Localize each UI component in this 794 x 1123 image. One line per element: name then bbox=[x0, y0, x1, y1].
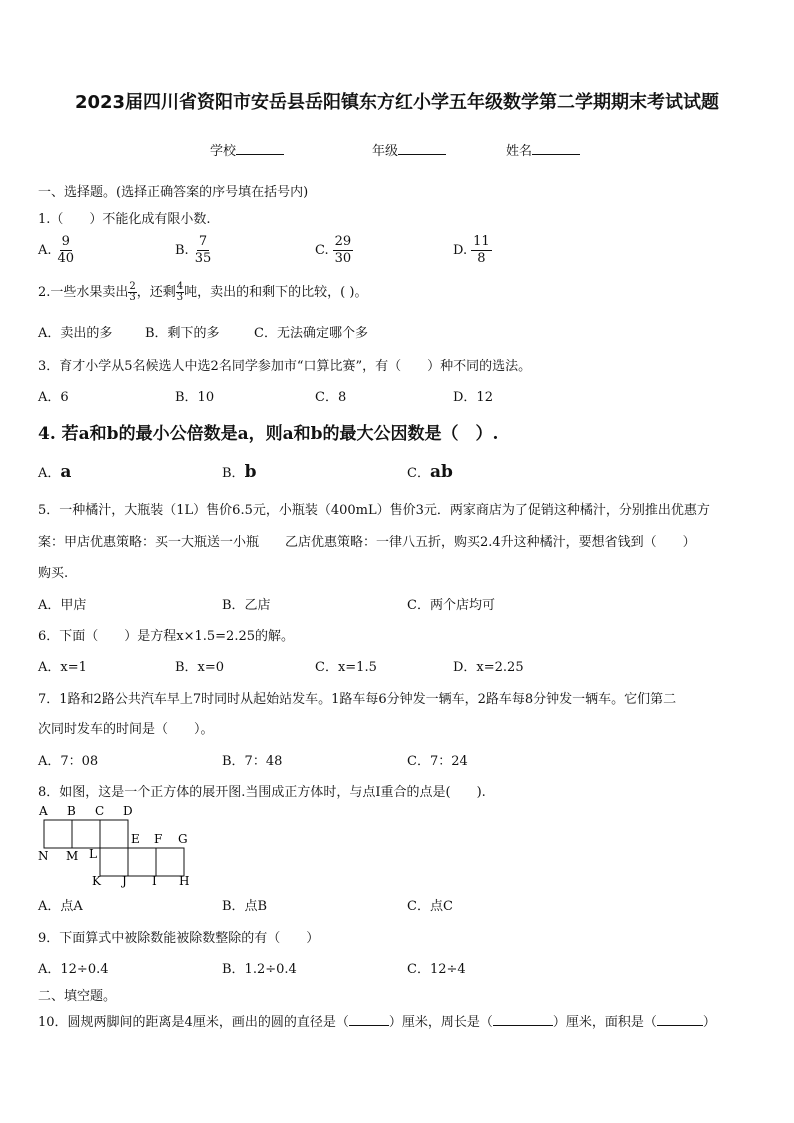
q9-option-a: A．12÷0.4 bbox=[38, 962, 109, 977]
q8-option-c: C．点C bbox=[407, 899, 453, 914]
question-2: 2.一些水果卖出 $\frac{2}{3}$ ，还剩 $\frac{4}{3}$ 吨，卖出的和剩下的比较，( )。 bbox=[38, 281, 368, 303]
q9-option-c: C．12÷4 bbox=[407, 962, 466, 977]
name-field bbox=[506, 140, 580, 159]
page-title: 2023届四川省资阳市安岳县岳阳镇东方红小学五年级数学第二学期期末考试试题 bbox=[74, 92, 720, 113]
net-square-3 bbox=[100, 820, 128, 848]
q5-option-b: B．乙店 bbox=[222, 598, 271, 613]
section-1-heading: 一、选择题。(选择正确答案的序号填在括号内) bbox=[38, 185, 309, 200]
q1-option-d: D. $\frac{11}{8}$ bbox=[453, 234, 490, 266]
q1-option-c: C. $\frac{29}{30}$ bbox=[315, 234, 352, 266]
q4-option-a: A．a bbox=[38, 462, 72, 482]
question-3: 3．育才小学从5名候选人中选2名同学参加市“口算比赛”，有（ ）种不同的选法。 bbox=[38, 359, 532, 374]
q7-option-c: C．7：24 bbox=[407, 754, 468, 769]
question-5-line-1: 5．一种橘汁，大瓶装（1L）售价6.5元，小瓶装（400mL）售价3元．两家商店为了促销这种橘汁，分别推出优惠方 bbox=[38, 503, 710, 518]
q1-option-b: B. $\frac{7}{35}$ bbox=[175, 234, 212, 266]
question-4: 4. 若a和b的最小公倍数是a，则a和b的最大公因数是（ ）. bbox=[38, 424, 499, 444]
question-5-line-3: 购买. bbox=[38, 566, 69, 581]
q4-option-c: C．ab bbox=[407, 462, 453, 482]
net-square-1 bbox=[44, 820, 72, 848]
cube-net-squares bbox=[44, 820, 184, 876]
net-label-c: C bbox=[95, 804, 105, 818]
q3-option-a: A．6 bbox=[38, 390, 69, 405]
question-9: 9．下面算式中被除数能被除数整除的有（ ） bbox=[38, 931, 320, 946]
grade-field bbox=[372, 140, 446, 159]
q5-option-a: A．甲店 bbox=[38, 598, 87, 613]
q3-option-c: C．8 bbox=[315, 390, 347, 405]
net-label-d: D bbox=[123, 804, 133, 818]
net-label-n: N bbox=[38, 849, 49, 863]
q8-option-b: B．点B bbox=[222, 899, 268, 914]
net-square-2 bbox=[72, 820, 100, 848]
q2-option-b: B．剩下的多 bbox=[145, 326, 220, 341]
q6-option-d: D．x=2.25 bbox=[453, 660, 524, 675]
cube-net-diagram bbox=[36, 802, 196, 888]
q1-option-a: A. $\frac{9}{40}$ bbox=[38, 234, 75, 266]
net-label-g: G bbox=[178, 832, 188, 846]
q6-option-b: B．x=0 bbox=[175, 660, 225, 675]
net-label-k: K bbox=[92, 874, 101, 888]
net-label-f: F bbox=[154, 832, 163, 846]
q2-option-a: A．卖出的多 bbox=[38, 326, 113, 341]
section-2-heading: 二、填空题。 bbox=[38, 989, 117, 1004]
q5-option-c: C．两个店均可 bbox=[407, 598, 495, 613]
q6-option-a: A．x=1 bbox=[38, 660, 87, 675]
school-field bbox=[210, 140, 284, 159]
q3-option-d: D．12 bbox=[453, 390, 493, 405]
net-square-6 bbox=[156, 848, 184, 876]
net-label-b: B bbox=[67, 804, 76, 818]
q6-option-c: C．x=1.5 bbox=[315, 660, 377, 675]
net-square-5 bbox=[128, 848, 156, 876]
q3-option-b: B．10 bbox=[175, 390, 215, 405]
net-label-j: J bbox=[122, 874, 127, 888]
name-label: 姓名 bbox=[506, 144, 533, 159]
q4-option-b: B．b bbox=[222, 462, 257, 482]
q7-option-b: B．7：48 bbox=[222, 754, 283, 769]
net-label-m: M bbox=[66, 849, 79, 863]
q8-option-a: A．点A bbox=[38, 899, 83, 914]
net-label-a: A bbox=[39, 804, 48, 818]
q9-option-b: B．1.2÷0.4 bbox=[222, 962, 297, 977]
school-label: 学校 bbox=[210, 144, 237, 159]
grade-label: 年级 bbox=[372, 144, 399, 159]
question-8: 8．如图，这是一个正方体的展开图.当围成正方体时，与点I重合的点是( ). bbox=[38, 785, 486, 800]
net-square-4 bbox=[100, 848, 128, 876]
question-10: 10．圆规两脚间的距离是4厘米，画出的圆的直径是（ ）厘米，周长是（ ）厘米，面积是（ ） bbox=[38, 1015, 716, 1030]
question-7-line-1: 7．1路和2路公共汽车早上7时同时从起始站发车。1路车每6分钟发一辆车，2路车每8分钟发一辆车。它们第二 bbox=[38, 692, 677, 707]
net-label-l: L bbox=[89, 847, 97, 861]
net-label-i: I bbox=[152, 874, 157, 888]
net-label-e: E bbox=[131, 832, 140, 846]
question-7-line-2: 次同时发车的时间是（ ）。 bbox=[38, 722, 214, 737]
question-1: 1.（ ）不能化成有限小数. bbox=[38, 212, 211, 227]
net-label-h: H bbox=[179, 874, 190, 888]
question-5-line-2: 案：甲店优惠策略：买一大瓶送一小瓶 乙店优惠策略：一律八五折，购买2.4升这种橘汁，要想省钱到（ ） bbox=[38, 535, 696, 550]
q7-option-a: A．7：08 bbox=[38, 754, 99, 769]
q2-option-c: C．无法确定哪个多 bbox=[254, 326, 368, 341]
question-6: 6．下面（ ）是方程x×1.5=2.25的解。 bbox=[38, 629, 295, 644]
